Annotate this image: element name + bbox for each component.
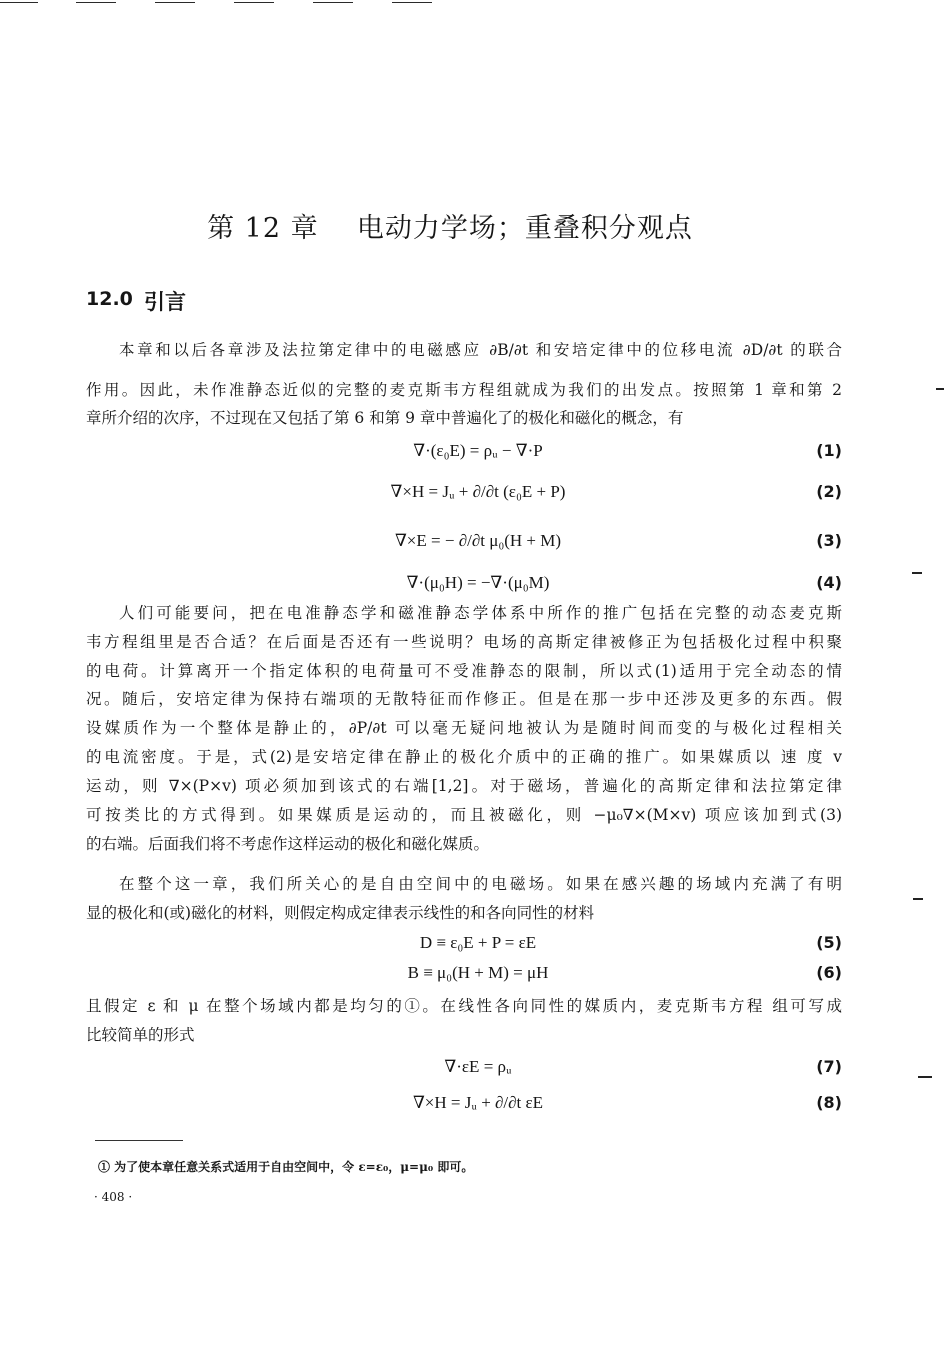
equation-number: (4) bbox=[816, 573, 842, 592]
paragraph-line: 且假定 ε 和 μ 在整个场域内都是均匀的①。在线性各向同性的媒质内，麦克斯韦方程 组可写成 bbox=[86, 997, 842, 1015]
equation: ∇×E = − ∂/∂t μ₀(H + M) bbox=[394, 531, 562, 550]
paragraph-line: 章所介绍的次序，不过现在又包括了第 6 和第 9 章中普遍化了的极化和磁化的概念，有 bbox=[86, 409, 684, 427]
equation-number: (6) bbox=[816, 963, 842, 982]
top-rule bbox=[392, 2, 432, 3]
paragraph-line: 运动，则 ∇×(P×v) 项必须加到该式的右端[1,2]。对于磁场，普遍化的高斯定律和法拉第定律 bbox=[86, 777, 842, 795]
equation: D ≡ ε₀E + P = εE bbox=[419, 933, 537, 952]
margin-mark bbox=[913, 898, 923, 900]
top-rule bbox=[0, 2, 38, 3]
margin-mark bbox=[912, 572, 922, 574]
equation-number: (7) bbox=[816, 1057, 842, 1076]
paragraph-line: 设媒质作为一个整体是静止的，∂P/∂t 可以毫无疑问地被认为是随时间而变的与极化过程相关 bbox=[86, 719, 842, 737]
paragraph-line: 况。随后，安培定律为保持右端项的无散特征而作修正。但是在那一步中还涉及更多的东西。假 bbox=[86, 690, 842, 708]
equation: ∇×H = Jᵤ + ∂/∂t (ε₀E + P) bbox=[390, 482, 566, 501]
paragraph-line: 显的极化和(或)磁化的材料，则假定构成定律表示线性的和各向同性的材料 bbox=[86, 904, 595, 922]
top-rule bbox=[155, 2, 195, 3]
page-number: · 408 · bbox=[94, 1190, 133, 1204]
equation: ∇·(ε₀E) = ρᵤ − ∇·P bbox=[413, 441, 543, 460]
footnote-rule bbox=[95, 1140, 183, 1141]
paragraph-line: 比较简单的形式 bbox=[86, 1026, 195, 1044]
equation-number: (1) bbox=[816, 441, 842, 460]
margin-mark bbox=[918, 1076, 932, 1078]
top-rule bbox=[234, 2, 274, 3]
paragraph-line: 的电流密度。于是，式(2)是安培定律在静止的极化介质中的正确的推广。如果媒质以 速 度 v bbox=[86, 748, 842, 766]
equation: ∇×H = Jᵤ + ∂/∂t εE bbox=[412, 1093, 544, 1112]
paragraph-line: 韦方程组里是否合适？在后面是否还有一些说明？电场的高斯定律被修正为包括极化过程中积聚 bbox=[86, 633, 842, 651]
equation: ∇·εE = ρᵤ bbox=[444, 1057, 512, 1076]
paragraph-line: 可按类比的方式得到。如果媒质是运动的，而且被磁化，则 −μ₀∇×(M×v) 项应该加到式(3) bbox=[86, 806, 842, 824]
margin-mark bbox=[936, 388, 944, 390]
equation-number: (8) bbox=[816, 1093, 842, 1112]
paragraph-line: 的右端。后面我们将不考虑作这样运动的极化和磁化媒质。 bbox=[86, 835, 490, 853]
paragraph-line: 在整个这一章，我们所关心的是自由空间中的电磁场。如果在感兴趣的场域内充满了有明 bbox=[119, 875, 842, 893]
equation: B ≡ μ₀(H + M) = μH bbox=[407, 963, 549, 982]
equation: ∇·(μ₀H) = −∇·(μ₀M) bbox=[406, 573, 550, 592]
section-number: 12.0 bbox=[86, 288, 133, 310]
equation-number: (2) bbox=[816, 482, 842, 501]
paragraph-line: 本章和以后各章涉及法拉第定律中的电磁感应 ∂B/∂t 和安培定律中的位移电流 ∂D/∂t 的联合 bbox=[119, 341, 842, 359]
chapter-title: 第 12 章 电动力学场；重叠积分观点 bbox=[207, 213, 693, 244]
paragraph-line: 人们可能要问，把在电准静态学和磁准静态学体系中所作的推广包括在完整的动态麦克斯 bbox=[119, 604, 842, 622]
section-title: 引言 bbox=[144, 290, 186, 314]
equation-number: (5) bbox=[816, 933, 842, 952]
top-rule bbox=[313, 2, 353, 3]
paragraph-line: 作用。因此，未作准静态近似的完整的麦克斯韦方程组就成为我们的出发点。按照第 1 章和第 2 bbox=[86, 381, 842, 399]
equation-number: (3) bbox=[816, 531, 842, 550]
top-rule bbox=[76, 2, 116, 3]
paragraph-line: 的电荷。计算离开一个指定体积的电荷量可不受准静态的限制，所以式(1)适用于完全动态的情 bbox=[86, 662, 842, 680]
footnote: ① 为了使本章任意关系式适用于自由空间中，令 ε=ε₀，μ=μ₀ 即可。 bbox=[98, 1160, 474, 1174]
